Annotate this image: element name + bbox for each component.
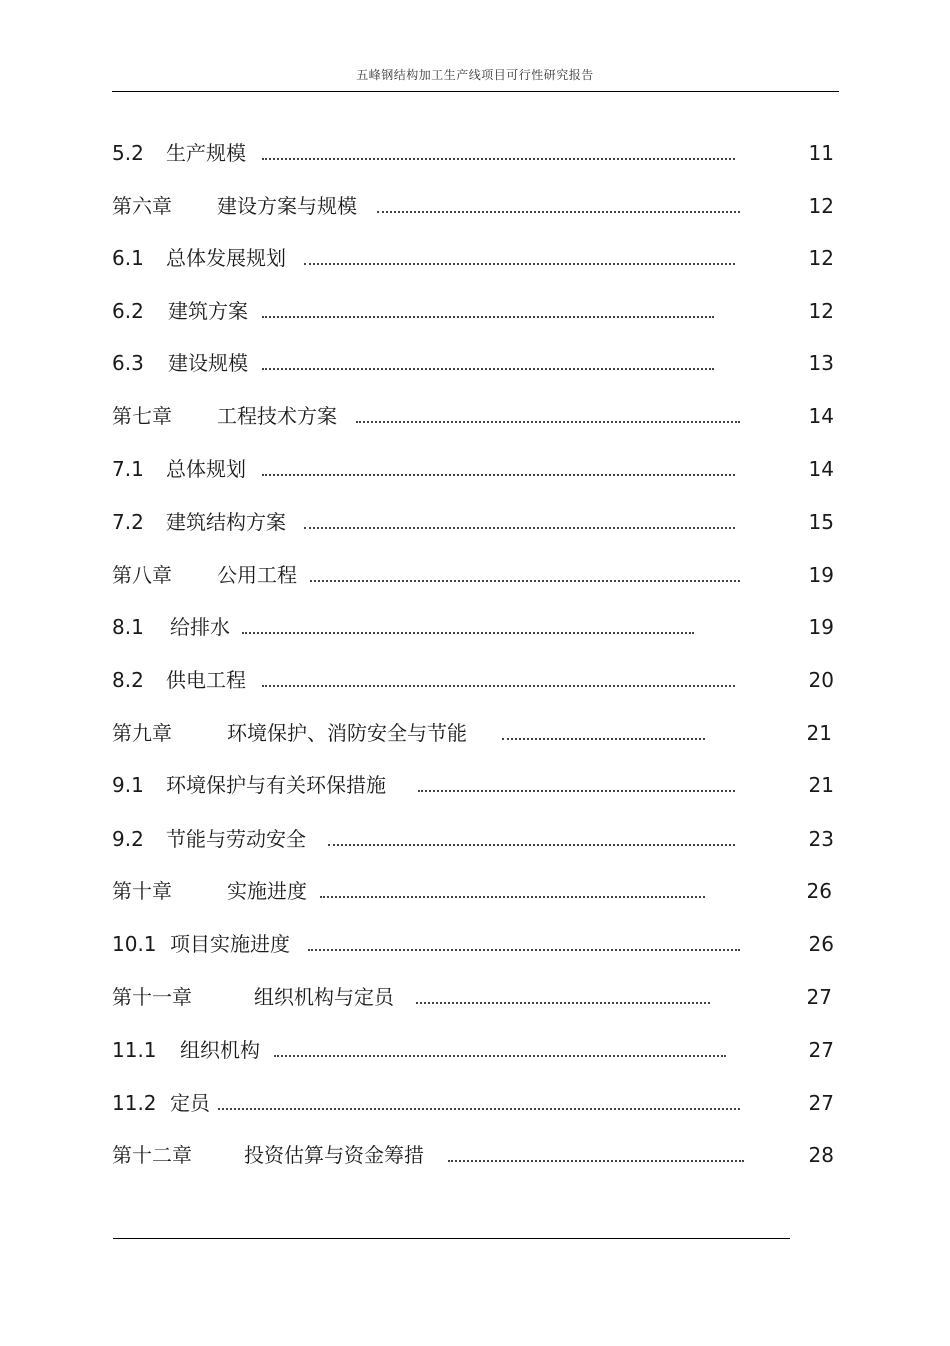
- toc-entry-page: 23: [808, 827, 834, 851]
- toc-entry[interactable]: [0, 1140, 950, 1170]
- toc-entry-number: 第十章: [112, 879, 172, 903]
- toc-entry-number: 6.3: [112, 351, 144, 375]
- toc-dot-leader: [308, 929, 740, 959]
- toc-entry-number: 第六章: [112, 194, 172, 218]
- toc-dot-leader: [262, 665, 735, 695]
- toc-entry-page: 27: [808, 1038, 834, 1062]
- toc-entry-title: 组织机构与定员: [254, 985, 394, 1009]
- toc-entry-title: 建筑方案: [168, 299, 248, 323]
- toc-entry-number: 8.2: [112, 668, 144, 692]
- toc-entry[interactable]: [0, 770, 950, 800]
- toc-entry[interactable]: [0, 1035, 950, 1065]
- toc-entry-title: 实施进度: [227, 879, 307, 903]
- toc-dot-leader: [328, 824, 735, 854]
- toc-entry[interactable]: [0, 191, 950, 221]
- toc-entry-number: 第十一章: [112, 985, 192, 1009]
- toc-entry[interactable]: [0, 507, 950, 537]
- toc-dot-leader: [262, 348, 714, 378]
- toc-entry-page: 27: [808, 1091, 834, 1115]
- toc-entry[interactable]: [0, 454, 950, 484]
- toc-entry-page: 21: [806, 721, 832, 745]
- toc-entry-page: 19: [808, 563, 834, 587]
- toc-entry-page: 14: [808, 457, 834, 481]
- toc-entry[interactable]: [0, 718, 950, 748]
- toc-dot-leader: [448, 1140, 744, 1170]
- toc-entry-page: 27: [806, 985, 832, 1009]
- footer-divider: [113, 1238, 790, 1239]
- toc-entry-title: 给排水: [170, 615, 230, 639]
- toc-entry[interactable]: [0, 982, 950, 1012]
- toc-entry-number: 6.2: [112, 299, 144, 323]
- toc-entry-title: 建设方案与规模: [217, 194, 357, 218]
- toc-entry-title: 组织机构: [180, 1038, 260, 1062]
- toc-entry-number: 7.2: [112, 510, 144, 534]
- toc-dot-leader: [320, 876, 705, 906]
- toc-entry[interactable]: [0, 243, 950, 273]
- toc-entry-title: 投资估算与资金筹措: [244, 1143, 424, 1167]
- toc-dot-leader: [310, 560, 740, 590]
- toc-entry-title: 供电工程: [166, 668, 246, 692]
- toc-entry-number: 11.2: [112, 1091, 157, 1115]
- toc-entry[interactable]: [0, 665, 950, 695]
- toc-entry-title: 工程技术方案: [217, 404, 337, 428]
- toc-entry-page: 14: [808, 404, 834, 428]
- toc-dot-leader: [416, 982, 710, 1012]
- toc-entry[interactable]: [0, 929, 950, 959]
- toc-dot-leader: [304, 243, 735, 273]
- toc-entry-page: 12: [808, 194, 834, 218]
- toc-entry-number: 8.1: [112, 615, 144, 639]
- toc-entry-title: 环境保护、消防安全与节能: [227, 721, 467, 745]
- toc-entry-number: 6.1: [112, 246, 144, 270]
- toc-entry-title: 定员: [170, 1091, 210, 1115]
- toc-entry-title: 建设规模: [168, 351, 248, 375]
- toc-entry[interactable]: [0, 348, 950, 378]
- toc-entry[interactable]: [0, 401, 950, 431]
- toc-entry-page: 28: [808, 1143, 834, 1167]
- toc-entry-number: 10.1: [112, 932, 157, 956]
- toc-entry[interactable]: [0, 612, 950, 642]
- toc-dot-leader: [242, 612, 694, 642]
- toc-entry-title: 总体规划: [166, 457, 246, 481]
- toc-entry[interactable]: [0, 1088, 950, 1118]
- toc-entry-title: 环境保护与有关环保措施: [166, 773, 386, 797]
- toc-dot-leader: [356, 401, 740, 431]
- toc-entry-number: 7.1: [112, 457, 144, 481]
- toc-entry[interactable]: [0, 876, 950, 906]
- toc-entry-title: 生产规模: [166, 141, 246, 165]
- toc-entry-page: 19: [808, 615, 834, 639]
- toc-entry-title: 节能与劳动安全: [166, 827, 306, 851]
- toc-dot-leader: [304, 507, 735, 537]
- toc-dot-leader: [262, 138, 735, 168]
- toc-entry-title: 总体发展规划: [166, 246, 286, 270]
- toc-entry-page: 15: [808, 510, 834, 534]
- toc-entry[interactable]: [0, 138, 950, 168]
- toc-entry[interactable]: [0, 824, 950, 854]
- toc-entry-number: 5.2: [112, 141, 144, 165]
- toc-entry-number: 第七章: [112, 404, 172, 428]
- page-header: 五峰钢结构加工生产线项目可行性研究报告: [356, 68, 594, 82]
- toc-entry-page: 21: [808, 773, 834, 797]
- toc-entry-title: 建筑结构方案: [166, 510, 286, 534]
- toc-entry-page: 13: [808, 351, 834, 375]
- toc-entry-page: 20: [808, 668, 834, 692]
- toc-entry-number: 第九章: [112, 721, 172, 745]
- toc-dot-leader: [262, 296, 714, 326]
- toc-dot-leader: [418, 770, 735, 800]
- toc-entry[interactable]: [0, 296, 950, 326]
- toc-entry-number: 9.1: [112, 773, 144, 797]
- toc-dot-leader: [262, 454, 735, 484]
- toc-entry-title: 项目实施进度: [170, 932, 290, 956]
- toc-entry-page: 11: [808, 141, 834, 165]
- toc-entry-number: 9.2: [112, 827, 144, 851]
- toc-dot-leader: [377, 191, 740, 221]
- toc-entry-number: 11.1: [112, 1038, 157, 1062]
- toc-entry-number: 第八章: [112, 563, 172, 587]
- toc-entry-title: 公用工程: [217, 563, 297, 587]
- toc-dot-leader: [218, 1088, 740, 1118]
- toc-entry-page: 12: [808, 246, 834, 270]
- toc-entry-page: 26: [806, 879, 832, 903]
- toc-entry-page: 12: [808, 299, 834, 323]
- toc-entry[interactable]: [0, 560, 950, 590]
- toc-entry-number: 第十二章: [112, 1143, 192, 1167]
- toc-dot-leader: [502, 718, 705, 748]
- toc-dot-leader: [274, 1035, 726, 1065]
- toc-entry-page: 26: [808, 932, 834, 956]
